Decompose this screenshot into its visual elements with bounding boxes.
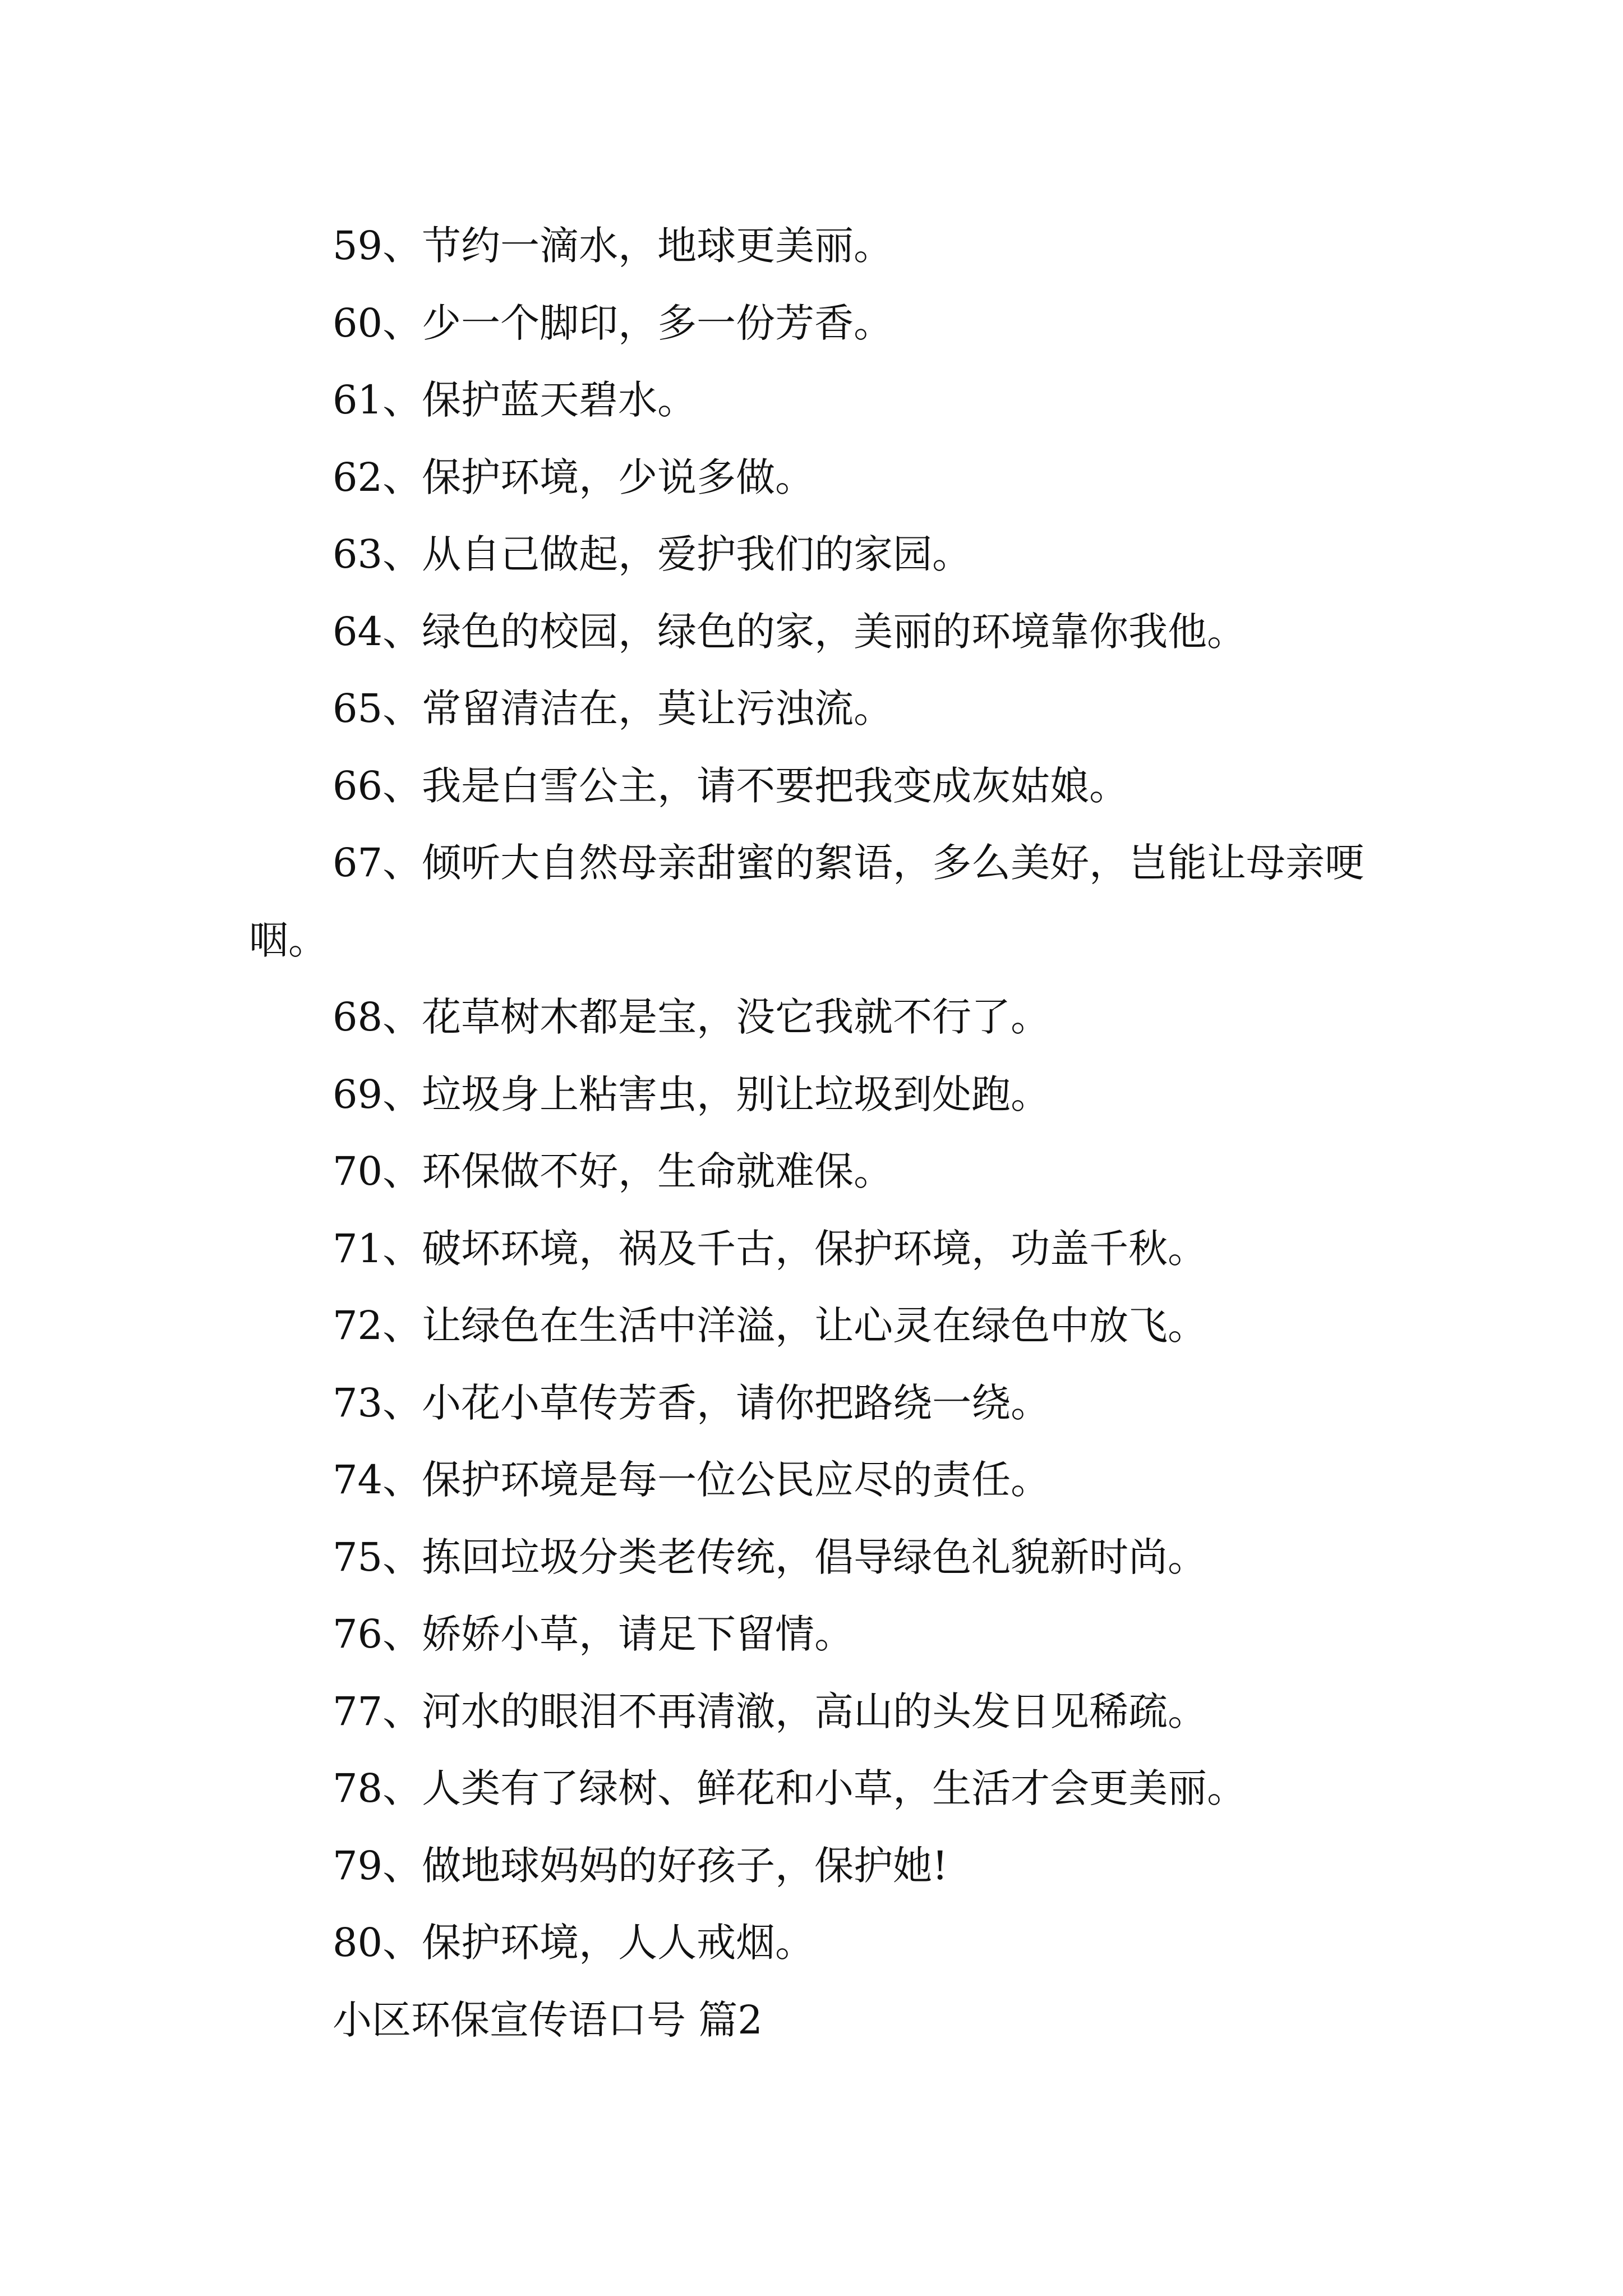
slogan-item: 78、人类有了绿树、鲜花和小草，生活才会更美丽。	[333, 1765, 1247, 1811]
slogan-item: 69、垃圾身上粘害虫，别让垃圾到处跑。	[333, 1071, 1050, 1117]
slogan-item: 70、环保做不好，生命就难保。	[333, 1148, 893, 1194]
slogan-item: 76、娇娇小草，请足下留情。	[333, 1611, 854, 1657]
slogan-item: 66、我是白雪公主，请不要把我变成灰姑娘。	[333, 762, 1129, 809]
section-heading: 小区环保宣传语口号 篇2	[333, 1996, 763, 2043]
slogan-item: 71、破坏环境，祸及千古，保护环境，功盖千秋。	[333, 1225, 1207, 1272]
document-body	[249, 208, 1387, 2059]
slogan-item: 59、节约一滴水，地球更美丽。	[333, 223, 893, 269]
slogan-item: 60、少一个脚印，多一份芳香。	[333, 300, 893, 346]
slogan-item: 77、河水的眼泪不再清澈，高山的头发日见稀疏。	[333, 1688, 1207, 1734]
slogan-item: 79、做地球妈妈的好孩子，保护她!	[333, 1842, 948, 1889]
slogan-item: 62、保护环境，少说多做。	[333, 454, 815, 500]
slogan-item: 73、小花小草传芳香，请你把路绕一绕。	[333, 1379, 1050, 1426]
slogan-item: 61、保护蓝天碧水。	[333, 377, 697, 423]
slogan-item: 63、从自己做起，爱护我们的家园。	[333, 531, 972, 577]
slogan-item: 64、绿色的校园，绿色的家，美丽的环境靠你我他。	[333, 608, 1247, 655]
slogan-item: 72、让绿色在生活中洋溢，让心灵在绿色中放飞。	[333, 1303, 1207, 1349]
slogan-item: 68、花草树木都是宝，没它我就不行了。	[333, 994, 1050, 1040]
slogan-item: 80、保护环境，人人戒烟。	[333, 1920, 815, 1966]
slogan-item: 75、拣回垃圾分类老传统，倡导绿色礼貌新时尚。	[333, 1534, 1207, 1580]
slogan-item: 65、常留清洁在，莫让污浊流。	[333, 685, 893, 731]
slogan-item: 74、保护环境是每一位公民应尽的责任。	[333, 1457, 1050, 1503]
slogan-item: 67、倾听大自然母亲甜蜜的絮语，多么美好，岂能让母亲哽咽。	[249, 840, 1364, 963]
